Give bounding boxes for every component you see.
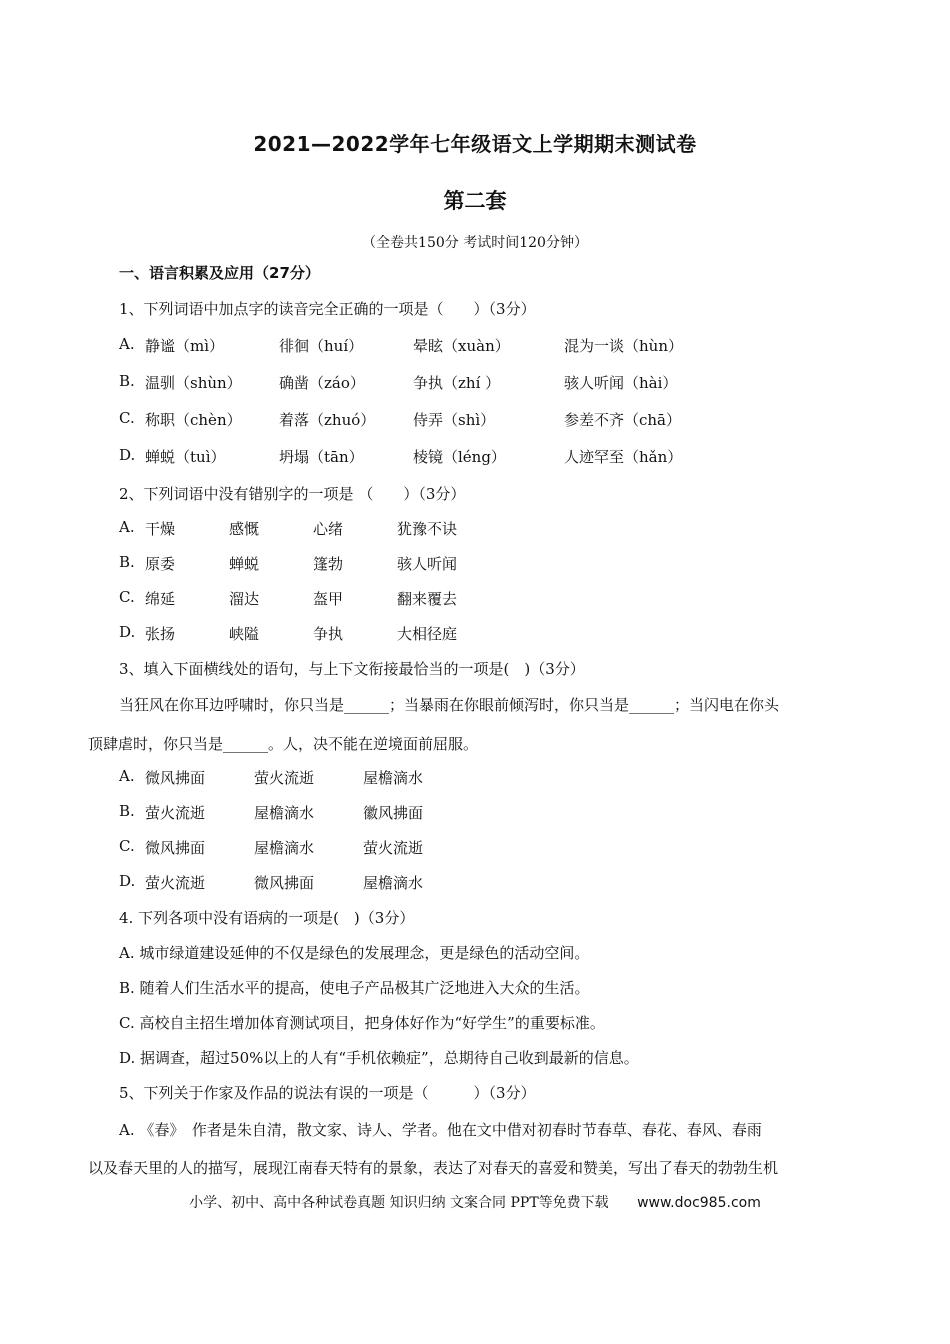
option-word: 萤火流逝 — [363, 839, 424, 857]
option-word: 确凿（záo） — [279, 374, 365, 392]
option-word: 屋檐滴水 — [363, 874, 424, 892]
option-word: 骇人听闻（hài） — [564, 374, 678, 392]
option-word: 原委 — [145, 555, 176, 573]
option-word: 峡隘 — [229, 625, 260, 643]
option-word: 屋檐滴水 — [254, 839, 315, 857]
option-word: 微风拂面 — [145, 769, 206, 787]
question-3-stem: 3、填入下面横线处的语句，与上下文衔接最恰当的一项是( )（3分） — [119, 660, 585, 678]
option-word: 翻来覆去 — [397, 590, 458, 608]
option-word: 微风拂面 — [145, 839, 206, 857]
q5-option-a: A. 《春》 作者是朱自清，散文家、诗人、学者。他在文中借对初春时节春草、春花、春风、春雨 — [119, 1121, 762, 1139]
question-2-stem: 2、下列词语中没有错别字的一项是 （ ）（3分） — [119, 485, 466, 503]
option-word: 萤火流逝 — [254, 769, 315, 787]
option-word: 微风拂面 — [254, 874, 315, 892]
option-word: 绵延 — [145, 590, 176, 608]
option-letter: C. — [119, 837, 135, 855]
option-word: 盔甲 — [313, 590, 344, 608]
option-letter: D. — [119, 446, 136, 464]
option-letter: D. — [119, 872, 136, 890]
question-1-stem: 1、下列词语中加点字的读音完全正确的一项是（ ）（3分） — [119, 300, 536, 318]
option-word: 萤火流逝 — [145, 804, 206, 822]
option-letter: A. — [119, 335, 135, 353]
footer-text: 小学、初中、高中各种试卷真题 知识归纳 文案合同 PPT等免费下载 — [189, 1195, 609, 1211]
option-word: 萤火流逝 — [145, 874, 206, 892]
exam-subtitle: 第二套 — [443, 189, 507, 213]
option-word: 心绪 — [313, 520, 344, 538]
option-word: 徽风拂面 — [363, 804, 424, 822]
option-word: 着落（zhuó） — [279, 411, 376, 429]
option-word: 混为一谈（hùn） — [564, 337, 683, 355]
option-letter: B. — [119, 802, 135, 820]
option-word: 屋檐滴水 — [363, 769, 424, 787]
footer-link[interactable]: www.doc985.com — [637, 1195, 761, 1211]
q4-option-a: A. 城市绿道建设延伸的不仅是绿色的发展理念，更是绿色的活动空间。 — [119, 944, 590, 962]
option-word: 人迹罕至（hǎn） — [564, 448, 683, 466]
option-word: 棱镜（léng） — [413, 448, 506, 466]
option-word: 参差不齐（chā） — [564, 411, 682, 429]
exam-title: 2021—2022学年七年级语文上学期期末测试卷 — [253, 132, 697, 156]
option-word: 争执（zhí ） — [413, 374, 501, 392]
section-heading: 一、语言积累及应用（27分） — [119, 264, 320, 282]
option-word: 坍塌（tān） — [279, 448, 364, 466]
option-word: 犹豫不诀 — [397, 520, 458, 538]
option-word: 张扬 — [145, 625, 176, 643]
option-word: 称职（chèn） — [145, 411, 242, 429]
option-letter: A. — [119, 518, 135, 536]
option-word: 蝉蜕 — [229, 555, 260, 573]
option-letter: B. — [119, 553, 135, 571]
option-word: 骇人听闻 — [397, 555, 458, 573]
option-word: 蝉蜕（tuì） — [145, 448, 226, 466]
option-letter: C. — [119, 588, 135, 606]
page-footer — [0, 1192, 950, 1212]
q5-option-a-cont: 以及春天里的人的描写，展现江南春天特有的景象，表达了对春天的喜爱和赞美，写出了春天的勃勃生机 — [88, 1159, 779, 1177]
option-word: 侍弄（shì） — [413, 411, 496, 429]
option-word: 静谧（mì） — [145, 337, 225, 355]
option-word: 徘徊（huí） — [279, 337, 364, 355]
option-word: 溜达 — [229, 590, 260, 608]
option-letter: C. — [119, 409, 135, 427]
exam-note: （全卷共150分 考试时间120分钟） — [362, 235, 588, 251]
q4-option-b: B. 随着人们生活水平的提高，使电子产品极其广泛地进入大众的生活。 — [119, 979, 590, 997]
option-word: 干燥 — [145, 520, 176, 538]
option-word: 温驯（shùn） — [145, 374, 242, 392]
option-letter: A. — [119, 767, 135, 785]
option-word: 大相径庭 — [397, 625, 458, 643]
q4-option-c: C. 高校自主招生增加体育测试项目，把身体好作为“好学生”的重要标准。 — [119, 1014, 605, 1032]
question-3-passage: 当狂风在你耳边呼啸时，你只当是______；当暴雨在你眼前倾泻时，你只当是______；当闪电在你头 — [119, 696, 780, 714]
question-4-stem: 4. 下列各项中没有语病的一项是( )（3分） — [119, 909, 415, 927]
q4-option-d: D. 据调查，超过50%以上的人有“手机依赖症”，总期待自己收到最新的信息。 — [119, 1049, 639, 1067]
question-3-passage-cont: 顶肆虐时，你只当是______。人，决不能在逆境面前屈服。 — [88, 735, 479, 753]
option-letter: D. — [119, 623, 136, 641]
option-word: 晕眩（xuàn） — [413, 337, 510, 355]
option-word: 篷勃 — [313, 555, 344, 573]
option-letter: B. — [119, 372, 135, 390]
option-word: 争执 — [313, 625, 344, 643]
question-5-stem: 5、下列关于作家及作品的说法有误的一项是（ ）（3分） — [119, 1084, 536, 1102]
option-word: 感慨 — [229, 520, 260, 538]
option-word: 屋檐滴水 — [254, 804, 315, 822]
